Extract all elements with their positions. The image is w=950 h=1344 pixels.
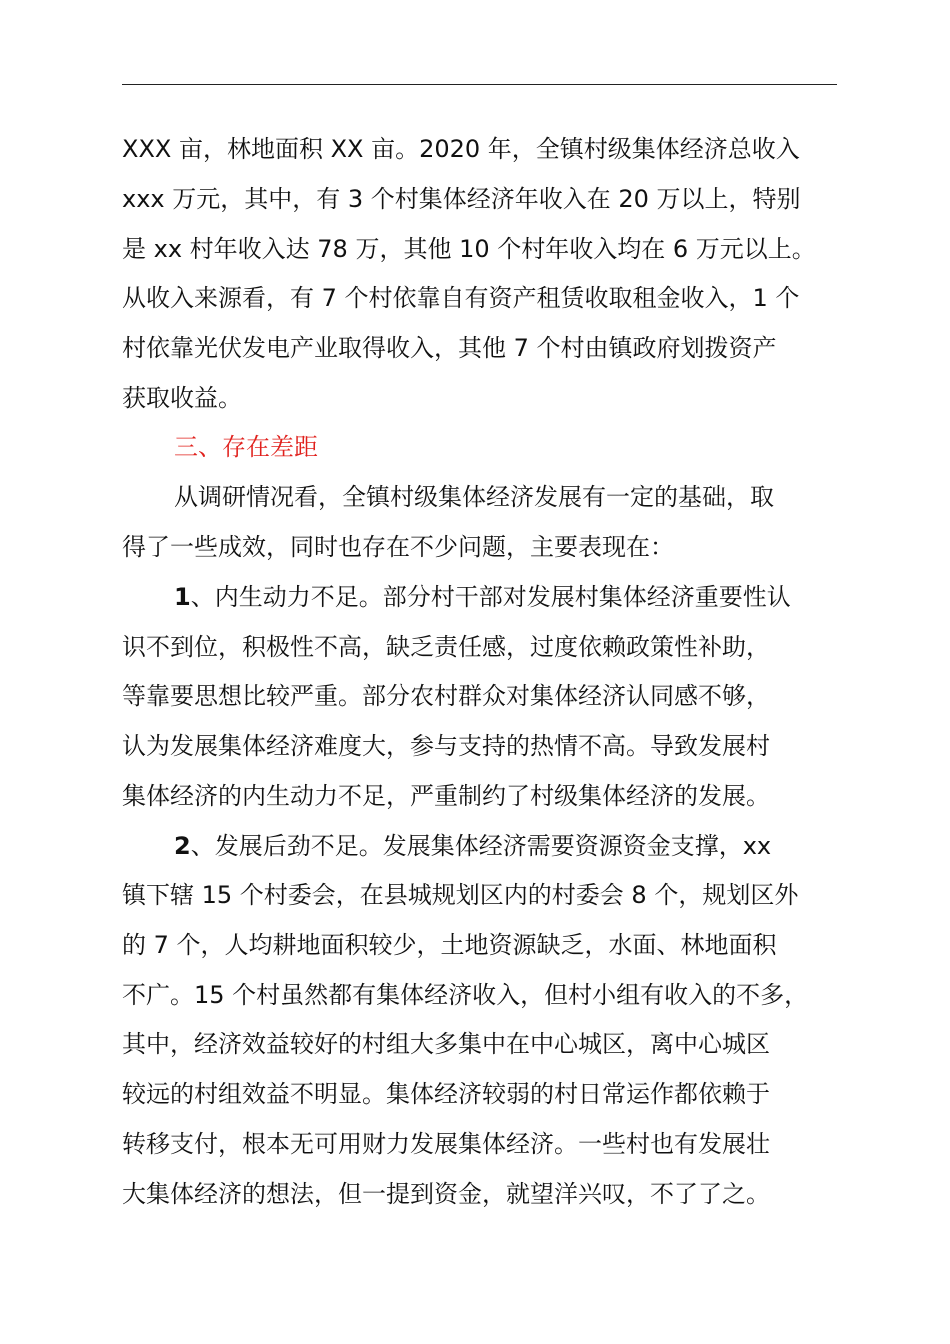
item-2-line: 较远的村组效益不明显。集体经济较弱的村日常运作都依赖于 (122, 1080, 770, 1108)
item-1-line: 集体经济的内生动力不足，严重制约了村级集体经济的发展。 (122, 782, 770, 810)
intro-line: 得了一些成效，同时也存在不少问题，主要表现在： (122, 533, 674, 561)
item-2-line: 转移支付，根本无可用财力发展集体经济。一些村也有发展壮 (122, 1130, 770, 1158)
item-2-line: 镇下辖 15 个村委会，在县城规划区内的村委会 8 个，规划区外 (122, 881, 799, 909)
item-1-title: 、内生动力不足。部分村干部对发展村集体经济重要性认 (190, 583, 791, 611)
item-1-number: 1 (174, 583, 191, 611)
item-1-first-line (174, 581, 791, 613)
item-1-line: 等靠要思想比较严重。部分农村群众对集体经济认同感不够， (122, 682, 770, 710)
intro-line: 从调研情况看，全镇村级集体经济发展有一定的基础，取 (174, 483, 774, 511)
item-2-line: 不广。15 个村虽然都有集体经济收入，但村小组有收入的不多， (122, 981, 809, 1009)
item-2-first-line (174, 830, 771, 862)
item-2-line: 大集体经济的想法，但一提到资金，就望洋兴叹，不了了之。 (122, 1180, 770, 1208)
paragraph-line: 获取收益。 (122, 384, 242, 412)
paragraph-line: 从收入来源看，有 7 个村依靠自有资产租赁收取租金收入，1 个 (122, 284, 800, 312)
item-2-line: 其中，经济效益较好的村组大多集中在中心城区，离中心城区 (122, 1030, 770, 1058)
paragraph-line: 是 xx 村年收入达 78 万，其他 10 个村年收入均在 6 万元以上。 (122, 235, 816, 263)
header-rule (122, 84, 837, 85)
item-1-line: 认为发展集体经济难度大，参与支持的热情不高。导致发展村 (122, 732, 770, 760)
item-1-line: 识不到位，积极性不高，缺乏责任感，过度依赖政策性补助， (122, 633, 770, 661)
item-2-line: 的 7 个，人均耕地面积较少，土地资源缺乏，水面、林地面积 (122, 931, 777, 959)
item-2-title: 、发展后劲不足。发展集体经济需要资源资金支撑，xx (190, 832, 772, 860)
paragraph-line: XXX 亩，林地面积 XX 亩。2020 年，全镇村级集体经济总收入 (122, 135, 800, 163)
item-2-number: 2 (174, 832, 191, 860)
paragraph-line: xxx 万元，其中，有 3 个村集体经济年收入在 20 万以上，特别 (122, 185, 801, 213)
paragraph-line: 村依靠光伏发电产业取得收入，其他 7 个村由镇政府划拨资产 (122, 334, 777, 362)
section-heading: 三、存在差距 (174, 433, 318, 461)
